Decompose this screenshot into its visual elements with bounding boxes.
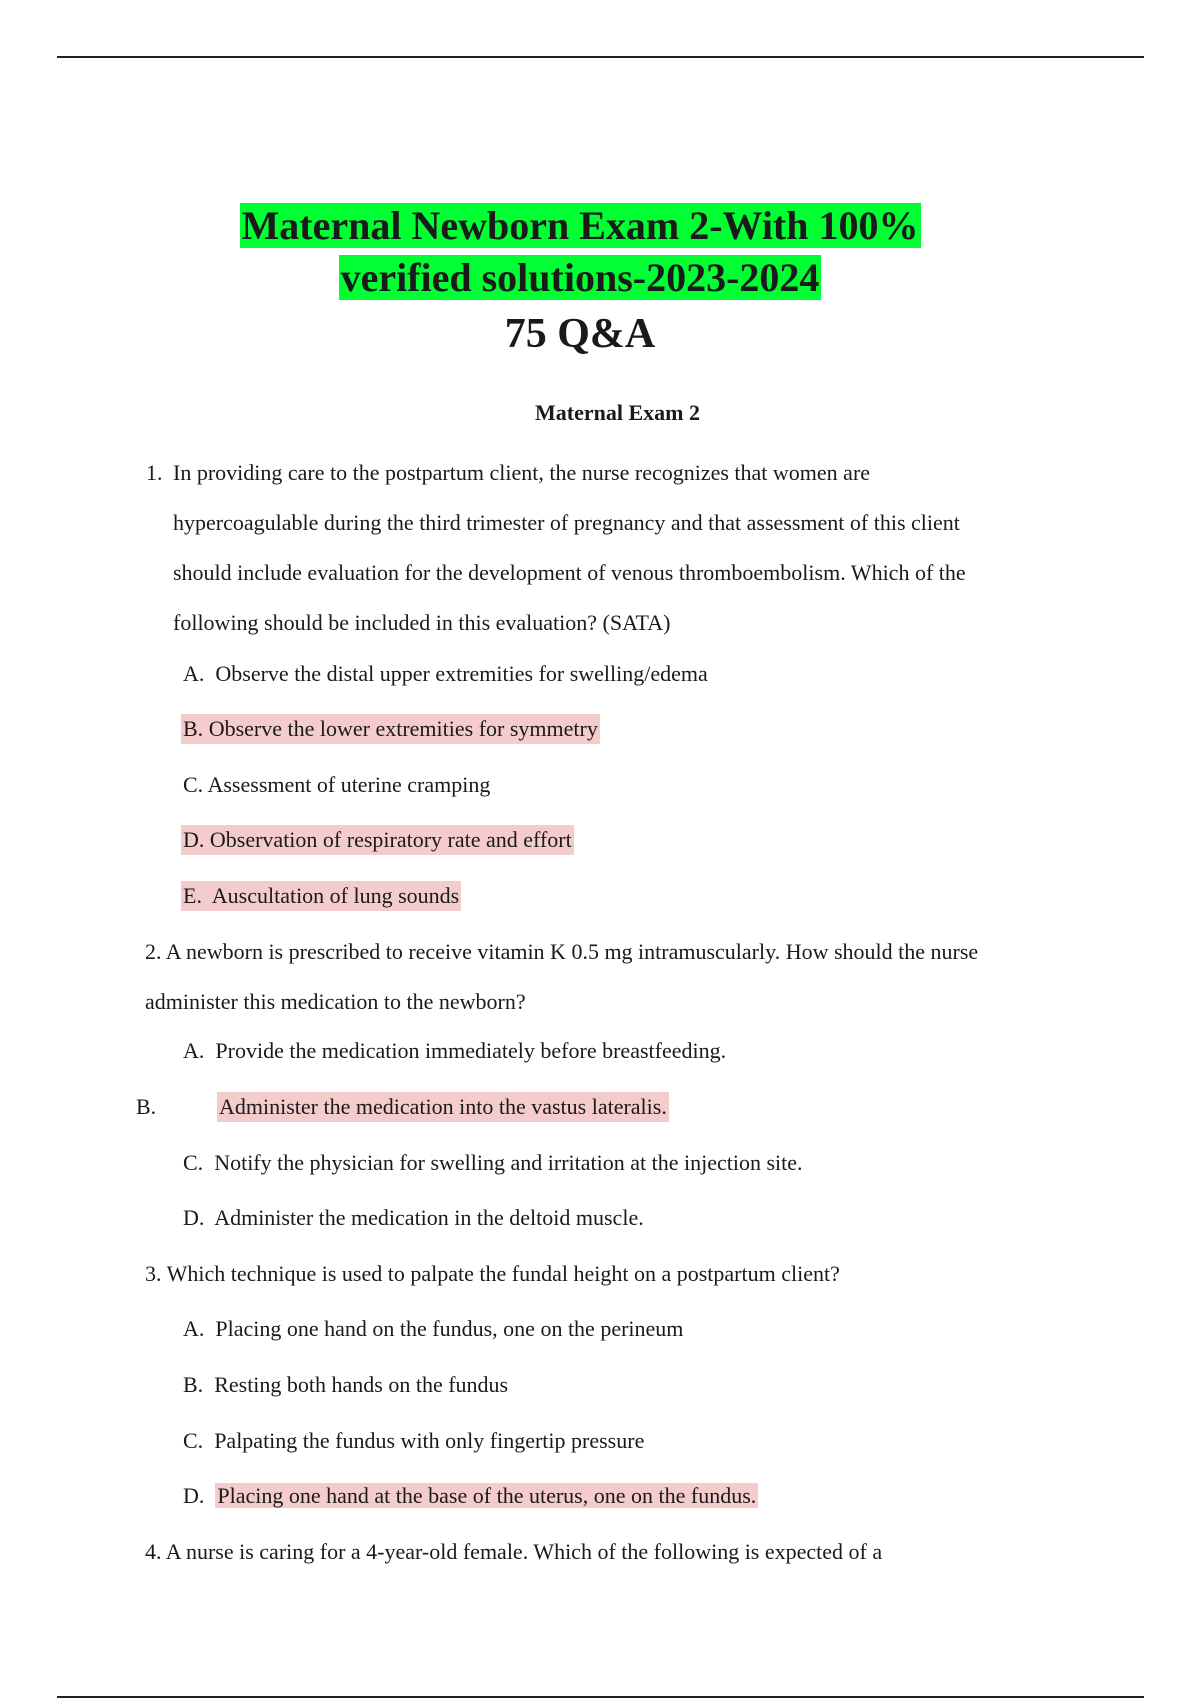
title-line-2: verified solutions-2023-2024	[340, 255, 820, 300]
top-rule	[57, 56, 1144, 58]
question-1-line-2: hypercoagulable during the third trimester of pregnancy and that assessment of this client	[173, 510, 960, 535]
q1-option-c-text: Assessment of uterine cramping	[207, 772, 491, 797]
q1-option-e	[181, 881, 461, 911]
q2-option-a-letter: A.	[183, 1038, 205, 1063]
q2-option-c-text: Notify the physician for swelling and irritation at the injection site.	[214, 1150, 803, 1175]
q2-option-d-letter: D.	[183, 1205, 205, 1230]
q3-option-c	[183, 1426, 644, 1456]
q3-option-b-text: Resting both hands on the fundus	[214, 1372, 509, 1397]
q1-option-b-text: Observe the lower extremities for symmetry	[208, 716, 598, 741]
q2-option-a	[183, 1036, 726, 1066]
question-2-line-2: administer this medication to the newborn?	[145, 989, 526, 1014]
q1-option-e-text: Auscultation of lung sounds	[211, 883, 460, 908]
q1-option-b-letter: B.	[183, 716, 204, 741]
question-1-number: 1.	[146, 460, 163, 485]
q2-option-b-text: Administer the medication into the vastus lateralis.	[217, 1092, 669, 1122]
title-block	[0, 200, 1160, 362]
q3-option-d	[183, 1481, 758, 1511]
section-heading: Maternal Exam 2	[535, 400, 700, 425]
q1-option-d-letter: D.	[183, 827, 205, 852]
q3-option-d-text: Placing one hand at the base of the uterus, one on the fundus.	[217, 1483, 757, 1508]
q2-option-d	[183, 1203, 644, 1233]
q2-option-c-letter: C.	[183, 1150, 204, 1175]
q1-option-a-letter: A.	[183, 661, 205, 686]
q3-option-c-text: Palpating the fundus with only fingertip pressure	[214, 1428, 645, 1453]
bottom-rule	[57, 1696, 1144, 1698]
q3-option-b-letter: B.	[183, 1372, 204, 1397]
q3-option-a-text: Placing one hand on the fundus, one on the perineum	[215, 1316, 684, 1341]
q3-option-a-letter: A.	[183, 1316, 205, 1341]
q1-option-e-letter: E.	[183, 883, 202, 908]
question-1-line-3: should include evaluation for the development of venous thromboembolism. Which of the	[173, 560, 966, 585]
q2-option-d-text: Administer the medication in the deltoid muscle.	[214, 1205, 644, 1230]
q2-option-c	[183, 1148, 803, 1178]
q3-option-c-letter: C.	[183, 1428, 204, 1453]
question-2-line-1: 2. A newborn is prescribed to receive vitamin K 0.5 mg intramuscularly. How should the nurse	[145, 939, 979, 964]
q3-option-a	[183, 1314, 683, 1344]
q1-option-a	[183, 659, 708, 689]
q2-option-a-text: Provide the medication immediately before breastfeeding.	[215, 1038, 727, 1063]
q1-option-d	[181, 825, 574, 855]
question-1-line-1: In providing care to the postpartum client, the nurse recognizes that women are	[173, 460, 871, 485]
question-4-line-1: 4. A nurse is caring for a 4-year-old female. Which of the following is expected of a	[145, 1539, 883, 1564]
q1-option-b	[181, 714, 600, 744]
question-3-line-1: 3. Which technique is used to palpate the fundal height on a postpartum client?	[145, 1261, 840, 1286]
q2-option-b-letter: B.	[136, 1094, 157, 1119]
q1-option-c	[183, 770, 490, 800]
subtitle: 75 Q&A	[504, 311, 656, 357]
q1-option-d-text: Observation of respiratory rate and effort	[209, 827, 572, 852]
q3-option-b	[183, 1370, 508, 1400]
q1-option-c-letter: C.	[183, 772, 204, 797]
q1-option-a-text: Observe the distal upper extremities for swelling/edema	[215, 661, 708, 686]
title-line-1: Maternal Newborn Exam 2-With 100%	[241, 203, 919, 248]
q3-option-d-letter: D.	[183, 1483, 205, 1508]
question-1-line-4: following should be included in this evaluation? (SATA)	[173, 610, 671, 635]
